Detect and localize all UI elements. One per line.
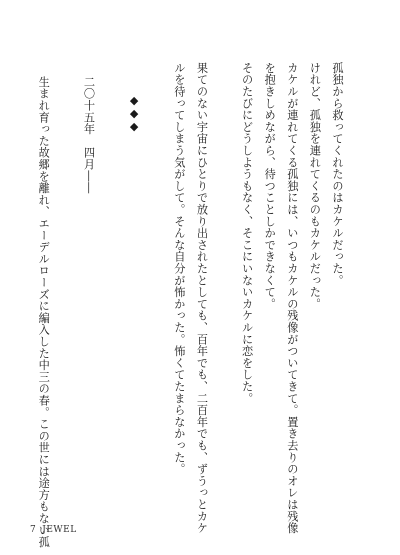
page-number: 7 xyxy=(30,525,37,535)
page-footer xyxy=(30,525,83,535)
book-title: JEWEL xyxy=(42,525,77,535)
blank-line xyxy=(145,62,168,502)
blank-line xyxy=(54,62,77,502)
text-line: を抱きしめながら、待つことしかできなくて。 xyxy=(263,62,277,310)
date-heading: 二〇十五年 四月―― xyxy=(82,76,96,194)
text-line: 果てのない宇宙にひとりで放り出されたとしても、百年でも、二百年でも、ずうっとカケ xyxy=(195,62,209,534)
blank-line xyxy=(212,62,235,502)
text-line: 孤独から救ってくれたのはカケルだった。 xyxy=(331,62,344,287)
text-line: けれど、孤独を連れてくるのもカケルだった。 xyxy=(308,62,322,310)
text-line: そのたびにどうしようもなく、そこにいないカケルに恋をした。 xyxy=(240,62,254,405)
text-line: カケルが連れてくる孤独には、いつもカケルの残像がついてきて。置き去りのオレは残像 xyxy=(285,62,299,534)
section-break-ornament: ◆◆◆ xyxy=(127,94,141,133)
text-line: 生まれ育った故郷を離れ、エーデルローズに編入した中三の春。この世には途方もない孤 xyxy=(37,76,51,548)
blank-line xyxy=(99,62,122,502)
text-line: ルを待ってしまう気がして。そんな自分が怖かった。怖くてたまらなかった。 xyxy=(172,62,186,475)
